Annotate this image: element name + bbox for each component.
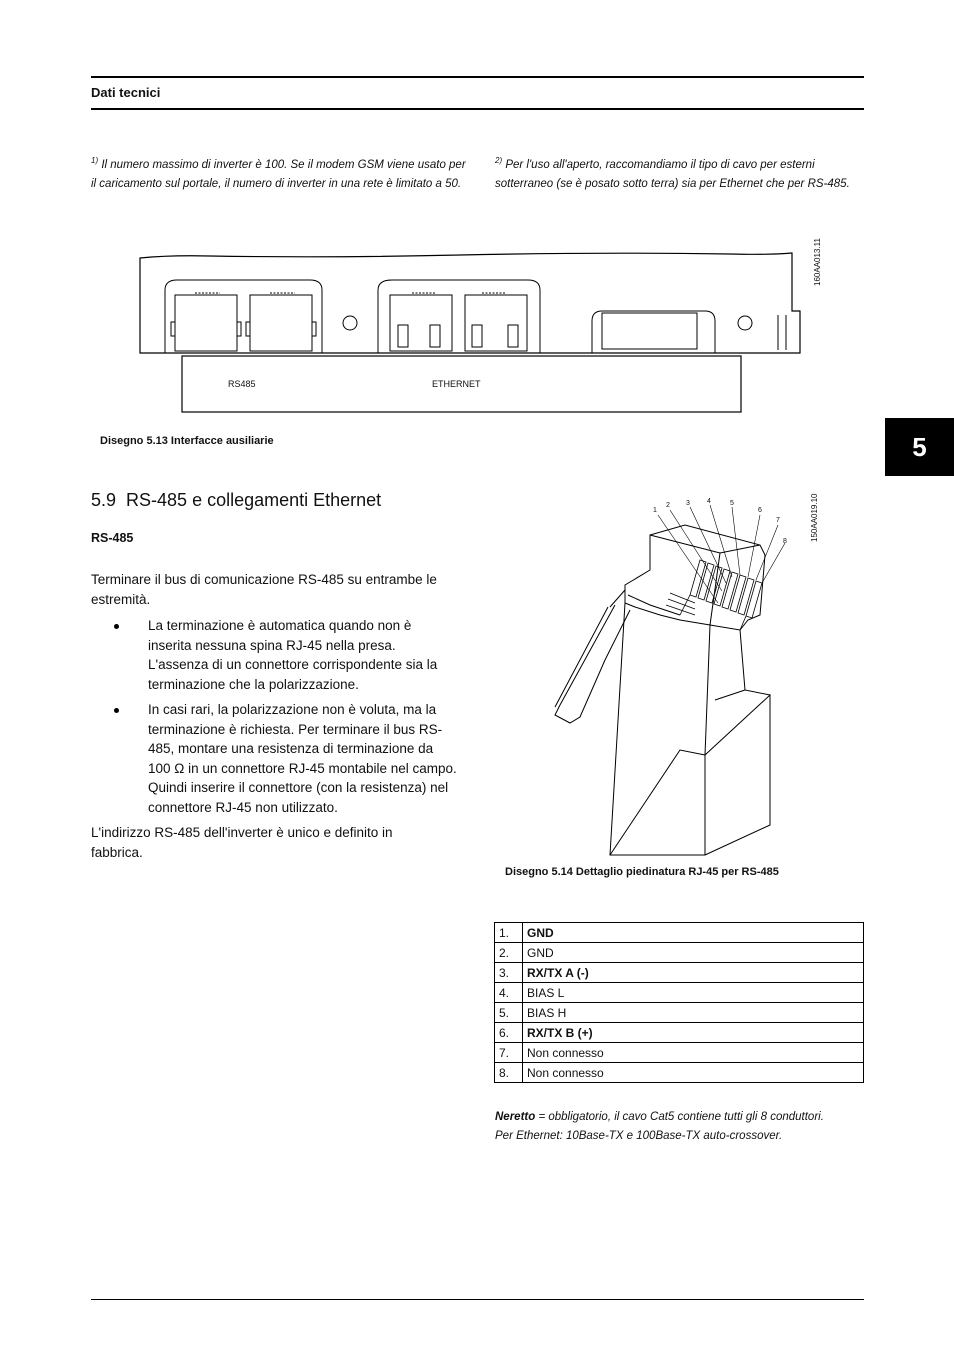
pin-number-label: 8 (783, 538, 787, 545)
pin-number-cell: 2. (495, 943, 523, 963)
pin-signal-cell: RX/TX B (+) (523, 1023, 864, 1043)
footnote-marker: 2) (495, 156, 503, 165)
pin-signal-cell: GND (523, 943, 864, 963)
rj45-connector-drawing (550, 495, 830, 860)
footnote-2 (495, 151, 865, 194)
footer-rule (91, 1299, 864, 1300)
table-row (495, 1023, 864, 1043)
table-row (495, 923, 864, 943)
note-bold-word: Neretto (495, 1111, 536, 1123)
footnote-marker: 1) (91, 156, 99, 165)
intro-paragraph: Terminare il bus di comunicazione RS-485 su entrambe le estremità. (91, 572, 437, 607)
header-rule-bottom (91, 108, 864, 110)
bullet-paragraph-2: In casi rari, la polarizzazione non è voluta, ma la terminazione è richiesta. Per terminare il bus RS-485, montare una resistenza di terminazione da 100 Ω in un connettore RJ-45 montabile nel campo. Quindi inserire il connettore (con la resistenza) nel connettore RJ-45 non utilizzato. (148, 702, 457, 815)
footnote-text: Il numero massimo di inverter è 100. Se il modem GSM viene usato per il caricamento sul portale, il numero di inverter in una rete è limitato a 50. (91, 158, 466, 190)
table-note (495, 1108, 865, 1146)
rs485-label: RS485 (228, 379, 256, 389)
pin-number-label: 5 (730, 500, 734, 507)
pin-number-label: 4 (707, 498, 711, 505)
section-title: RS-485 e collegamenti Ethernet (126, 490, 382, 510)
bullet-icon (114, 708, 119, 713)
pin-number-label: 6 (758, 507, 762, 514)
figure-caption: Disegno 5.14 Dettaglio piedinatura RJ-45 per RS-485 (505, 866, 779, 878)
pin-number-cell: 3. (495, 963, 523, 983)
pin-signal-cell: Non connesso (523, 1063, 864, 1083)
pin-signal-cell: Non connesso (523, 1043, 864, 1063)
footnote-text: Per l'uso all'aperto, raccomandiamo il tipo di cavo per esterni sotterraneo (se è posato sotto terra) sia per Ethernet che per RS-485. (495, 158, 850, 190)
pin-number-cell: 8. (495, 1063, 523, 1083)
pin-signal-cell: RX/TX A (-) (523, 963, 864, 983)
pin-signal-cell: BIAS H (523, 1003, 864, 1023)
note-line-2: Per Ethernet: 10Base-TX e 100Base-TX auto-crossover. (495, 1130, 783, 1142)
figure-code: 160AA013.11 (813, 238, 822, 286)
table-row (495, 943, 864, 963)
pin-number-cell: 4. (495, 983, 523, 1003)
table-row (495, 983, 864, 1003)
pin-number-cell: 5. (495, 1003, 523, 1023)
figure-caption: Disegno 5.13 Interfacce ausiliarie (100, 435, 274, 447)
header-rule-top (91, 76, 864, 78)
table-row (495, 1043, 864, 1063)
footnote-1 (91, 151, 466, 194)
pin-number-label: 2 (666, 502, 670, 509)
pin-number-label: 3 (686, 500, 690, 507)
note-line-1: = obbligatorio, il cavo Cat5 contiene tutti gli 8 conduttori. (535, 1111, 824, 1123)
section-heading (91, 490, 381, 511)
pin-number-label: 1 (653, 507, 657, 514)
table-row (495, 963, 864, 983)
pin-number-cell: 6. (495, 1023, 523, 1043)
pinout-table (494, 922, 864, 1083)
section-number: 5.9 (91, 490, 117, 510)
pin-signal-cell: BIAS L (523, 983, 864, 1003)
pin-number-label: 7 (776, 517, 780, 524)
table-row (495, 1003, 864, 1023)
running-header: Dati tecnici (91, 85, 161, 100)
outro-paragraph: L'indirizzo RS-485 dell'inverter è unico e definito in fabbrica. (91, 825, 393, 860)
figure-code: 150AA019.10 (810, 493, 819, 542)
bullet-paragraph-1: La terminazione è automatica quando non è inserita nessuna spina RJ-45 nella presa. L'assenza di un connettore corrispondente sia la terminazione che la polarizzazione. (148, 618, 438, 692)
chapter-tab: 5 (885, 418, 954, 476)
ethernet-label: ETHERNET (432, 379, 481, 389)
subheading: RS-485 (91, 531, 134, 545)
bullet-icon (114, 624, 119, 629)
pin-number-cell: 7. (495, 1043, 523, 1063)
pin-number-cell: 1. (495, 923, 523, 943)
auxiliary-interfaces-drawing (130, 225, 840, 420)
table-row (495, 1063, 864, 1083)
pin-signal-cell: GND (523, 923, 864, 943)
